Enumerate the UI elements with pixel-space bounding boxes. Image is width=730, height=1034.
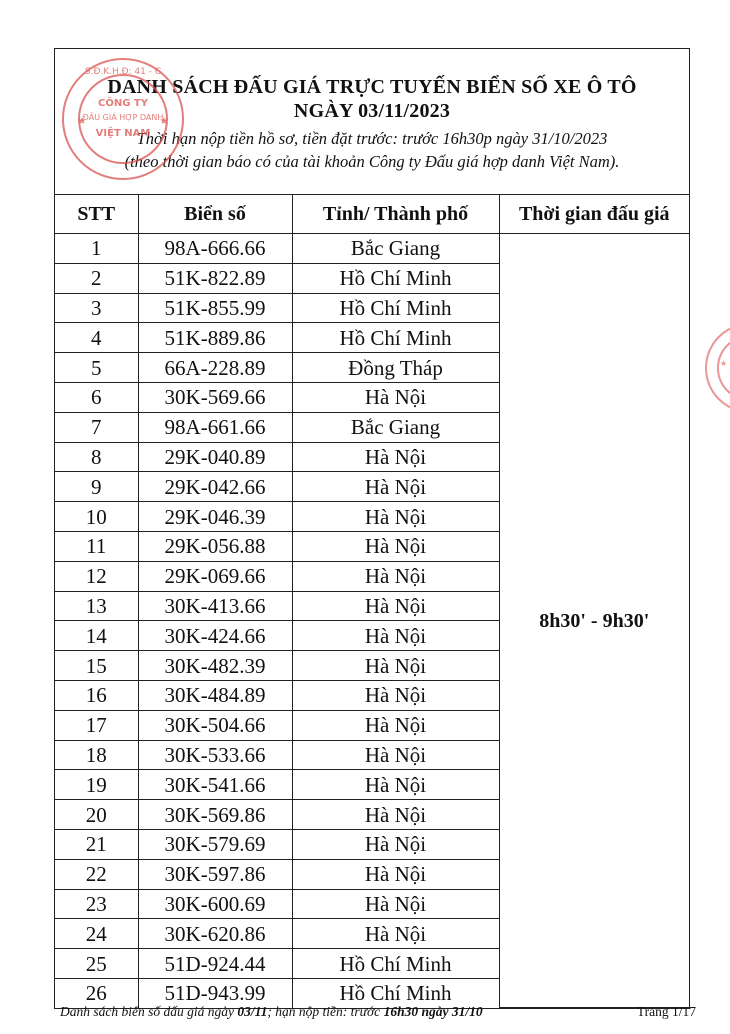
row-stt: 13 bbox=[55, 591, 138, 621]
row-stt: 1 bbox=[55, 234, 138, 264]
column-header-province: Tỉnh/ Thành phố bbox=[292, 195, 499, 234]
row-stt: 18 bbox=[55, 740, 138, 770]
document-header bbox=[55, 49, 689, 195]
row-stt: 22 bbox=[55, 859, 138, 889]
row-stt: 21 bbox=[55, 829, 138, 859]
row-province: Hà Nội bbox=[292, 800, 499, 830]
row-plate: 30K-620.86 bbox=[138, 919, 292, 949]
row-stt: 23 bbox=[55, 889, 138, 919]
svg-text:★: ★ bbox=[720, 359, 728, 368]
row-province: Hồ Chí Minh bbox=[292, 978, 499, 1007]
row-province: Bắc Giang bbox=[292, 412, 499, 442]
svg-text:★: ★ bbox=[77, 116, 87, 127]
row-plate: 29K-069.66 bbox=[138, 561, 292, 591]
row-plate: 30K-597.86 bbox=[138, 859, 292, 889]
row-province: Hồ Chí Minh bbox=[292, 323, 499, 353]
row-plate: 30K-482.39 bbox=[138, 651, 292, 681]
seal-text-top: S.Đ.K.H.Đ: 41 - C bbox=[84, 67, 162, 77]
row-province: Hà Nội bbox=[292, 472, 499, 502]
table-header-row bbox=[55, 195, 689, 234]
row-stt: 12 bbox=[55, 561, 138, 591]
page-number: Trang 1/17 bbox=[636, 1004, 696, 1019]
table-row bbox=[55, 234, 689, 264]
row-stt: 17 bbox=[55, 710, 138, 740]
row-plate: 30K-600.69 bbox=[138, 889, 292, 919]
column-header-plate: Biển số bbox=[138, 195, 292, 234]
row-plate: 30K-533.66 bbox=[138, 740, 292, 770]
row-province: Hà Nội bbox=[292, 382, 499, 412]
seal-text-line1: CÔNG TY bbox=[98, 98, 148, 109]
row-plate: 66A-228.89 bbox=[138, 353, 292, 383]
row-plate: 30K-541.66 bbox=[138, 770, 292, 800]
row-plate: 51K-889.86 bbox=[138, 323, 292, 353]
row-stt: 2 bbox=[55, 263, 138, 293]
row-province: Hà Nội bbox=[292, 651, 499, 681]
row-plate: 30K-504.66 bbox=[138, 710, 292, 740]
row-province: Bắc Giang bbox=[292, 234, 499, 264]
row-province: Hà Nội bbox=[292, 859, 499, 889]
row-province: Hồ Chí Minh bbox=[292, 293, 499, 323]
row-province: Hà Nội bbox=[292, 889, 499, 919]
seal-partial-edge bbox=[700, 318, 730, 418]
row-stt: 19 bbox=[55, 770, 138, 800]
row-stt: 10 bbox=[55, 502, 138, 532]
auction-time-slot: 8h30' - 9h30' bbox=[499, 234, 689, 1008]
row-province: Hà Nội bbox=[292, 770, 499, 800]
row-province: Hồ Chí Minh bbox=[292, 263, 499, 293]
row-stt: 7 bbox=[55, 412, 138, 442]
column-header-stt: STT bbox=[55, 195, 138, 234]
row-plate: 30K-413.66 bbox=[138, 591, 292, 621]
row-stt: 9 bbox=[55, 472, 138, 502]
seal-text-line3: VIỆT NAM bbox=[95, 128, 151, 139]
document-date: NGÀY 03/11/2023 bbox=[293, 100, 451, 122]
row-stt: 15 bbox=[55, 651, 138, 681]
row-stt: 3 bbox=[55, 293, 138, 323]
row-plate: 51D-943.99 bbox=[138, 978, 292, 1007]
row-plate: 51K-822.89 bbox=[138, 263, 292, 293]
row-stt: 16 bbox=[55, 680, 138, 710]
row-plate: 30K-569.86 bbox=[138, 800, 292, 830]
row-province: Hà Nội bbox=[292, 829, 499, 859]
table-body bbox=[55, 234, 689, 1008]
row-province: Hà Nội bbox=[292, 919, 499, 949]
footer-date: 03/11 bbox=[237, 1004, 268, 1019]
row-province: Đồng Tháp bbox=[292, 353, 499, 383]
svg-text:★: ★ bbox=[159, 116, 169, 127]
row-stt: 11 bbox=[55, 531, 138, 561]
row-plate: 29K-046.39 bbox=[138, 502, 292, 532]
row-stt: 26 bbox=[55, 978, 138, 1007]
deadline-note-detail: (theo thời gian báo có của tài khoản Công ty Đấu giá hợp danh Việt Nam). bbox=[124, 152, 620, 171]
row-plate: 30K-484.89 bbox=[138, 680, 292, 710]
row-plate: 30K-424.66 bbox=[138, 621, 292, 651]
row-province: Hà Nội bbox=[292, 680, 499, 710]
row-province: Hà Nội bbox=[292, 442, 499, 472]
row-plate: 98A-661.66 bbox=[138, 412, 292, 442]
seal-text-line2: ĐẤU GIÁ HỢP DANH bbox=[82, 113, 164, 122]
row-province: Hà Nội bbox=[292, 591, 499, 621]
page-footer bbox=[60, 1004, 696, 1020]
auction-document bbox=[54, 48, 690, 1009]
row-plate: 29K-042.66 bbox=[138, 472, 292, 502]
row-province: Hà Nội bbox=[292, 621, 499, 651]
row-stt: 20 bbox=[55, 800, 138, 830]
row-stt: 25 bbox=[55, 949, 138, 979]
row-province: Hồ Chí Minh bbox=[292, 949, 499, 979]
row-plate: 51K-855.99 bbox=[138, 293, 292, 323]
row-province: Hà Nội bbox=[292, 531, 499, 561]
row-province: Hà Nội bbox=[292, 740, 499, 770]
row-stt: 8 bbox=[55, 442, 138, 472]
column-header-time: Thời gian đấu giá bbox=[499, 195, 689, 234]
footer-deadline: 16h30 ngày 31/10 bbox=[383, 1004, 483, 1019]
row-plate: 30K-579.69 bbox=[138, 829, 292, 859]
row-province: Hà Nội bbox=[292, 561, 499, 591]
row-stt: 14 bbox=[55, 621, 138, 651]
footer-text: Danh sách biển số đấu giá ngày bbox=[60, 1004, 238, 1019]
row-plate: 30K-569.66 bbox=[138, 382, 292, 412]
row-plate: 98A-666.66 bbox=[138, 234, 292, 264]
row-province: Hà Nội bbox=[292, 710, 499, 740]
document-title: DANH SÁCH ĐẤU GIÁ TRỰC TUYẾN BIỂN SỐ XE Ô TÔ bbox=[107, 76, 637, 98]
footer-text-deadline: ; hạn nộp tiền: trước bbox=[267, 1004, 384, 1019]
deadline-note: Thời hạn nộp tiền hồ sơ, tiền đặt trước: trước 16h30p ngày 31/10/2023 bbox=[136, 129, 608, 148]
row-stt: 5 bbox=[55, 353, 138, 383]
row-plate: 29K-056.88 bbox=[138, 531, 292, 561]
row-stt: 24 bbox=[55, 919, 138, 949]
row-plate: 29K-040.89 bbox=[138, 442, 292, 472]
row-province: Hà Nội bbox=[292, 502, 499, 532]
row-plate: 51D-924.44 bbox=[138, 949, 292, 979]
row-stt: 6 bbox=[55, 382, 138, 412]
plate-table bbox=[55, 195, 689, 1008]
row-stt: 4 bbox=[55, 323, 138, 353]
